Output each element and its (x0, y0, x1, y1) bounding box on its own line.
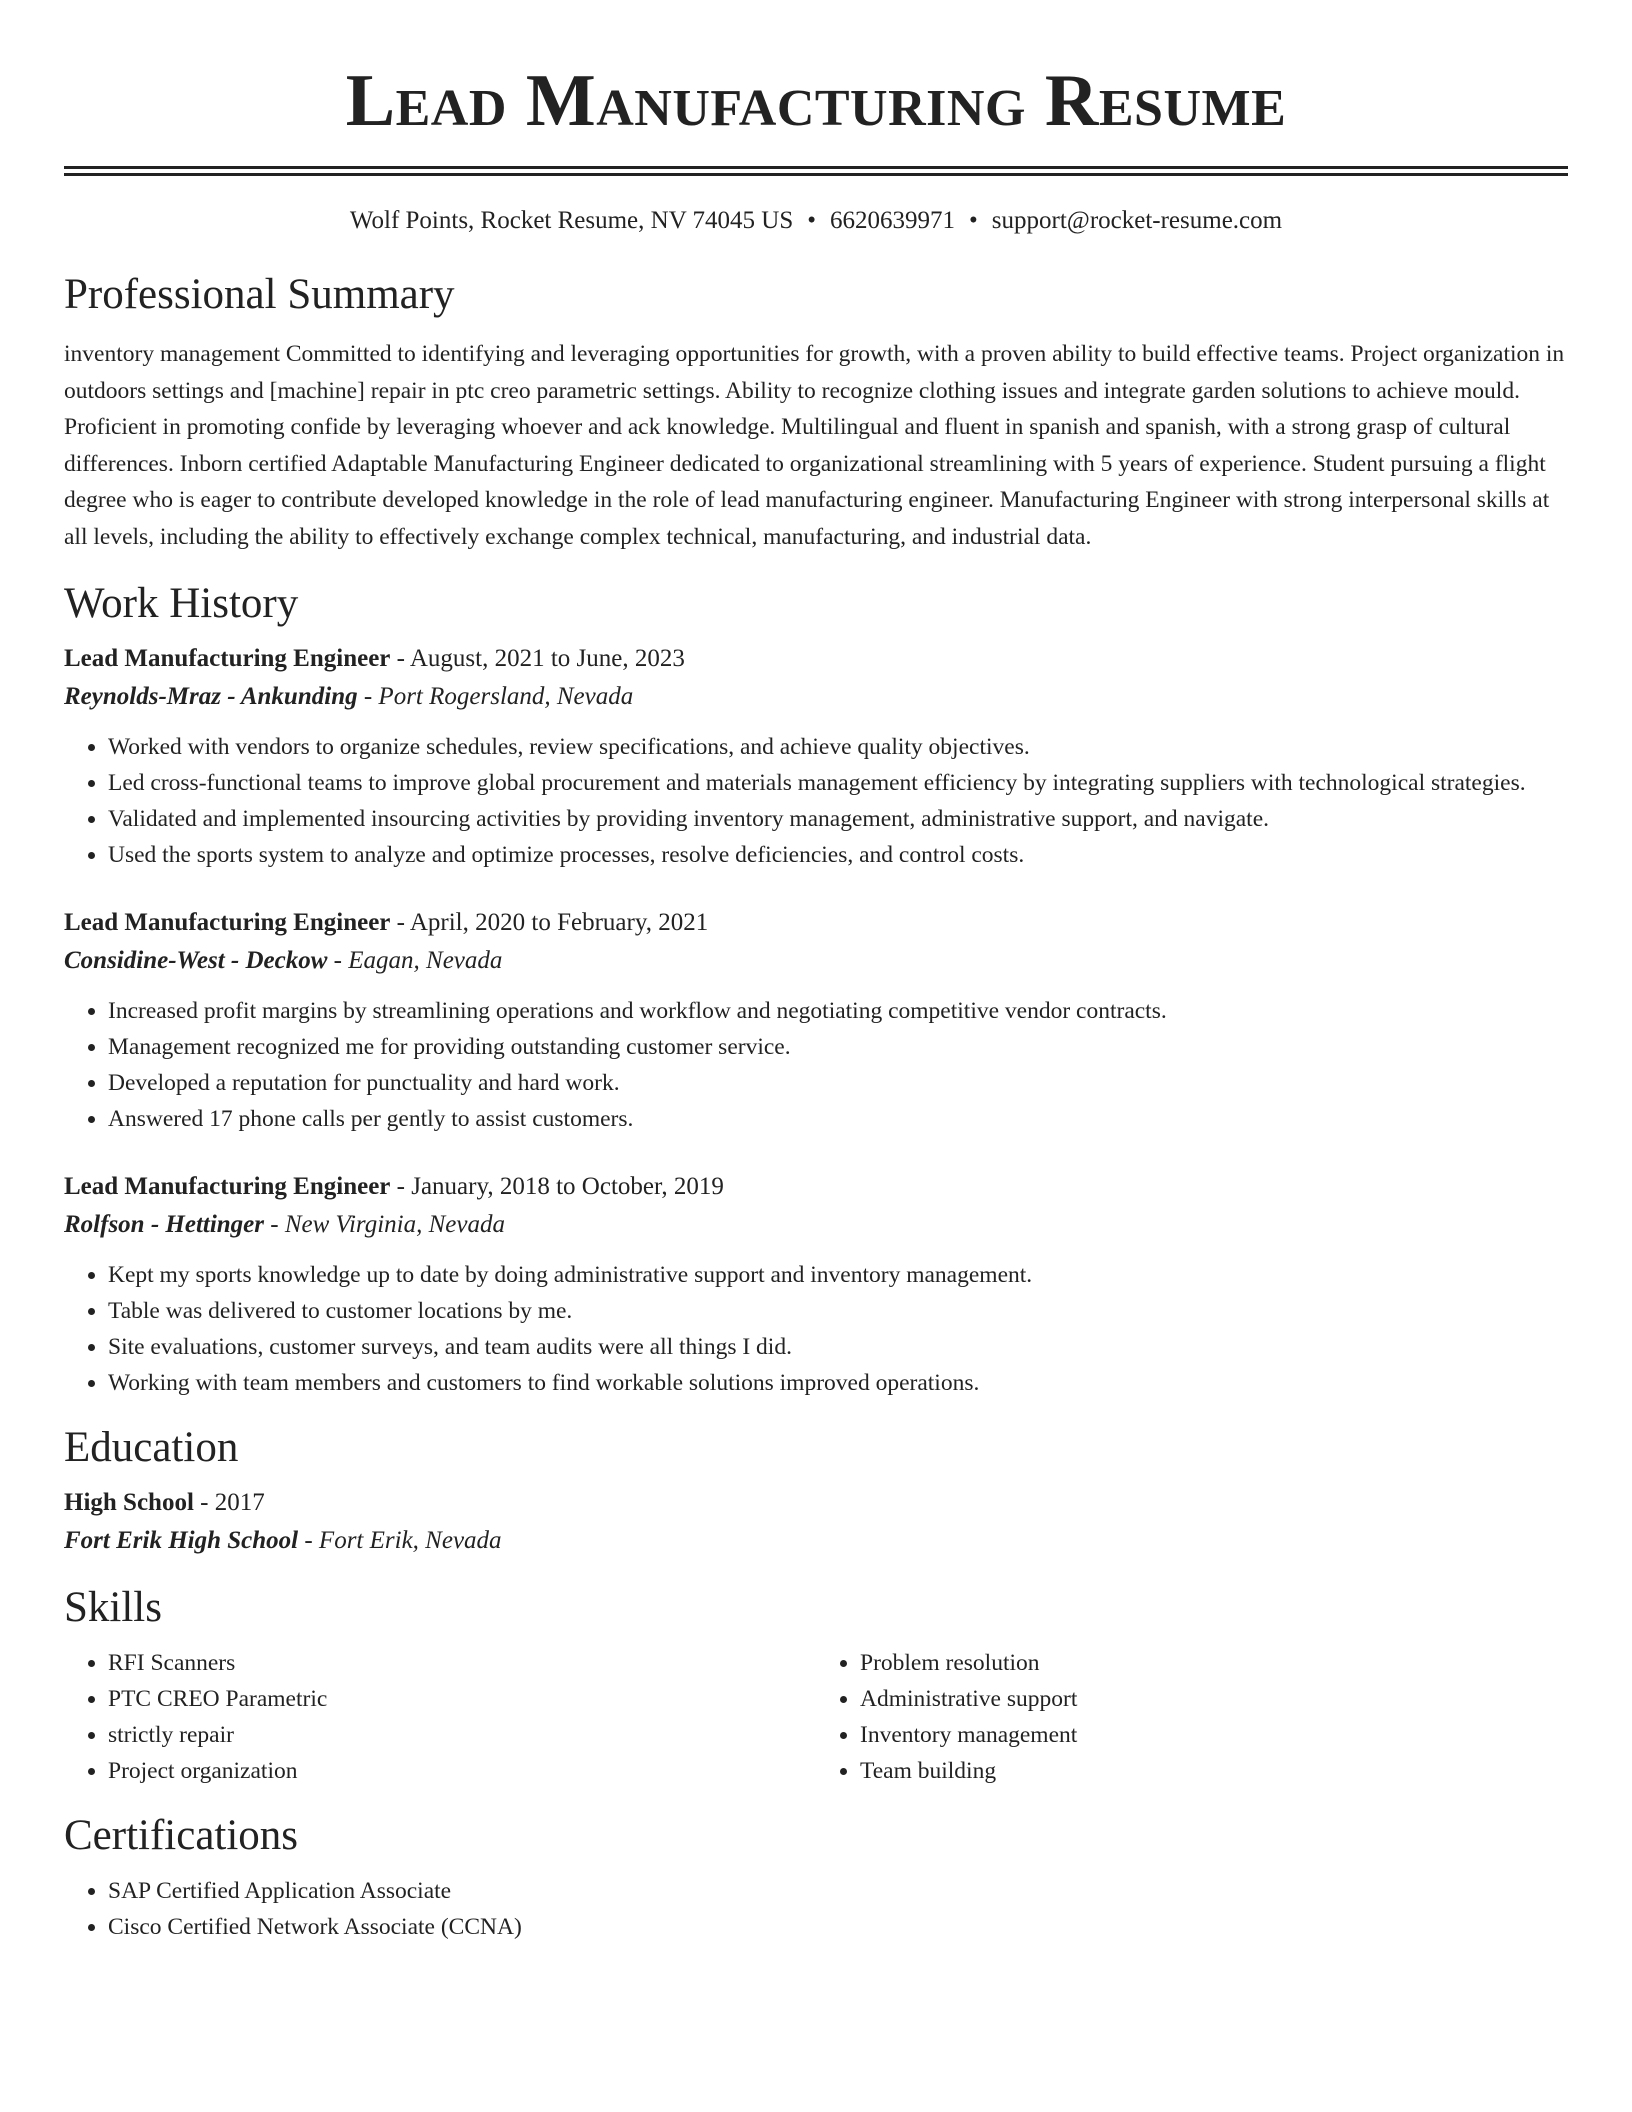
job-bullets (64, 729, 1568, 873)
contact-address: Wolf Points, Rocket Resume, NV 74045 US (349, 207, 794, 234)
list-item: • Answered 17 phone calls per gently to assist customers. (108, 1101, 1568, 1137)
job-company-line (64, 941, 1568, 981)
job-location: - New Virginia, Nevada (264, 1211, 505, 1238)
job-company: Rolfson - Hettinger (64, 1211, 265, 1238)
list-item: • Site evaluations, customer surveys, and team audits were all things I did. (108, 1329, 1568, 1365)
job-dates: - August, 2021 to June, 2023 (390, 645, 685, 672)
education-header (64, 1485, 1568, 1521)
job-entry (64, 1169, 1568, 1401)
job-header (64, 905, 1568, 941)
list-item: • Management recognized me for providing outstanding customer service. (108, 1029, 1568, 1065)
summary-heading: Professional Summary (64, 271, 455, 318)
job-location: - Port Rogersland, Nevada (357, 683, 634, 710)
skills-list-right (816, 1645, 1568, 1789)
job-title: Lead Manufacturing Engineer (64, 909, 391, 936)
education-school-line (64, 1521, 1568, 1561)
education-heading: Education (64, 1424, 239, 1471)
contact-separator: • (969, 207, 978, 234)
list-item: • Used the sports system to analyze and optimize processes, resolve deficiencies, and control costs. (108, 837, 1568, 873)
contact-phone: 6620639971 (830, 207, 956, 234)
job-entry (64, 641, 1568, 873)
job-dates: - April, 2020 to February, 2021 (390, 909, 709, 936)
certifications-heading: Certifications (64, 1812, 299, 1859)
list-item: • Developed a reputation for punctuality and hard work. (108, 1065, 1568, 1101)
job-dates: - January, 2018 to October, 2019 (390, 1173, 724, 1200)
education-year: - 2017 (193, 1489, 265, 1516)
job-company: Reynolds-Mraz - Ankunding (64, 683, 358, 710)
job-location: - Eagan, Nevada (327, 947, 503, 974)
skills-list-left (64, 1645, 816, 1789)
job-header (64, 1169, 1568, 1205)
list-item: • Administrative support (860, 1681, 1568, 1717)
list-item: • strictly repair (108, 1717, 816, 1753)
summary-text: inventory management Committed to identifying and leveraging opportunities for growth, with a proven ability to build effective teams. Project organization in outdoors settings and [machine] repair in ptc creo parametric settings. Ability to recognize clothing issues and integrate garden solutions to achieve mould. Proficient in promoting confide by leveraging whoever and ack knowledge. Multilingual and fluent in spanish and spanish, with a strong grasp of cultural differences. Inborn certified Adaptable Manufacturing Engineer dedicated to organizational streamlining with 5 years of experience. Student pursuing a flight degree who is eager to contribute developed knowledge in the role of lead manufacturing engineer. Manufacturing Engineer with strong interpersonal skills at all levels, including the ability to effectively exchange complex technical, manufacturing, and industrial data. (64, 341, 1565, 550)
list-item: • Working with team members and customers to find workable solutions improved operations. (108, 1365, 1568, 1401)
job-bullets (64, 993, 1568, 1137)
list-item: • Team building (860, 1753, 1568, 1789)
list-item: • Kept my sports knowledge up to date by doing administrative support and inventory management. (108, 1257, 1568, 1293)
list-item: • Inventory management (860, 1717, 1568, 1753)
list-item: • Validated and implemented insourcing activities by providing inventory management, administrative support, and navigate. (108, 801, 1568, 837)
contact-email: support@rocket-resume.com (991, 207, 1283, 234)
job-bullets (64, 1257, 1568, 1401)
job-entry (64, 905, 1568, 1137)
list-item: • Worked with vendors to organize schedules, review specifications, and achieve quality objectives. (108, 729, 1568, 765)
work-history-heading: Work History (64, 580, 299, 627)
list-item: • SAP Certified Application Associate (108, 1873, 1568, 1909)
list-item: • Led cross-functional teams to improve global procurement and materials management efficiency by integrating suppliers with technological strategies. (108, 765, 1568, 801)
resume-title: Lead Manufacturing Resume (345, 60, 1287, 142)
education-school: Fort Erik High School (64, 1527, 299, 1554)
contact-separator: • (807, 207, 817, 234)
job-title: Lead Manufacturing Engineer (64, 645, 391, 672)
certifications-list (64, 1873, 1568, 1945)
skills-columns (64, 1633, 1568, 1789)
list-item: • PTC CREO Parametric (108, 1681, 816, 1717)
list-item: • Problem resolution (860, 1645, 1568, 1681)
job-title: Lead Manufacturing Engineer (64, 1173, 391, 1200)
contact-line (64, 206, 1568, 236)
job-company-line (64, 1205, 1568, 1245)
job-header (64, 641, 1568, 677)
list-item: • Increased profit margins by streamlining operations and workflow and negotiating competitive vendor contracts. (108, 993, 1568, 1029)
job-company: Considine-West - Deckow (64, 947, 328, 974)
education-entry (64, 1485, 1568, 1561)
education-degree: High School (64, 1489, 194, 1516)
list-item: • Project organization (108, 1753, 816, 1789)
list-item: • Cisco Certified Network Associate (CCNA) (108, 1909, 1568, 1945)
list-item: • RFI Scanners (108, 1645, 816, 1681)
job-company-line (64, 677, 1568, 717)
skills-heading: Skills (64, 1584, 162, 1631)
list-item: • Table was delivered to customer locations by me. (108, 1293, 1568, 1329)
education-location: - Fort Erik, Nevada (298, 1527, 502, 1554)
title-double-rule (64, 166, 1568, 176)
